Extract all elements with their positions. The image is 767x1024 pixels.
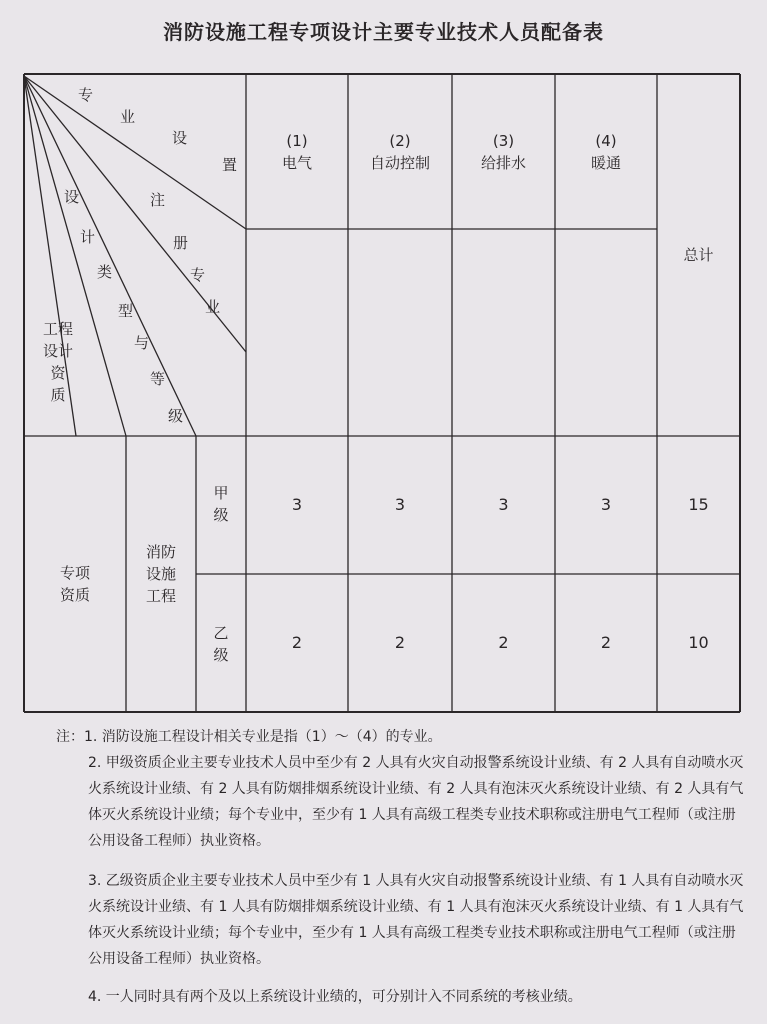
table-cell: 3	[498, 495, 509, 514]
note-item: 4. 一人同时具有两个及以上系统设计业绩的，可分别计入不同系统的考核业绩。	[88, 989, 582, 1005]
corner-label: 注	[150, 191, 166, 209]
corner-label: 册	[173, 234, 189, 252]
column-number: (3)	[492, 132, 515, 150]
table-cell: 2	[291, 633, 303, 652]
qualification-category	[126, 541, 196, 607]
table-cell: 2	[600, 633, 612, 652]
notes-prefix: 注：	[56, 729, 84, 745]
corner-label: 设	[172, 129, 188, 147]
total-header: 总计	[683, 246, 714, 264]
table-cell: 3	[291, 495, 303, 514]
note-item: 3. 乙级资质企业主要专业技术人员中至少有 1 人具有火灾自动报警系统设计业绩、有 1 人具有自动喷水灭火系统设计业绩、有 1 人具有防烟排烟系统设计业绩、有 1 人具有泡沫灭火系统设计业绩、有 1 人具有气体灭火系统设计业绩；每个专业中，至少有 1 人具有高级工程类专业技术职称或注册电气工程师（或注册公用设备工程师）执业资格。	[88, 873, 744, 967]
grade-label-a	[196, 482, 246, 526]
column-header-water	[452, 130, 555, 174]
corner-label: 级	[168, 407, 184, 425]
column-name: 电气	[281, 154, 312, 172]
grade-label-b	[196, 622, 246, 666]
corner-label: 类	[97, 263, 113, 281]
qualification-type	[24, 562, 126, 606]
note-item: 1. 消防设施工程设计相关专业是指（1）～（4）的专业。	[84, 729, 442, 745]
table-cell: 2	[394, 633, 406, 652]
corner-label: 与	[134, 334, 150, 352]
corner-label: 计	[80, 228, 96, 246]
corner-label: 等	[150, 370, 166, 388]
corner-label: 业	[120, 108, 136, 126]
corner-label: 业	[205, 298, 221, 316]
corner-label: 设	[64, 188, 80, 206]
column-number: (2)	[389, 132, 411, 150]
column-number: (1)	[286, 132, 308, 150]
qualification-category-text: 消防设施工程	[145, 543, 176, 605]
qualification-line: 质	[50, 386, 66, 404]
table-cell: 3	[394, 495, 406, 514]
qualification-line: 工程	[42, 320, 73, 338]
column-header-electrical	[246, 130, 348, 174]
column-header-hvac	[555, 130, 657, 174]
column-number: (4)	[595, 132, 617, 150]
table-cell-total: 15	[688, 495, 709, 514]
qualification-label	[36, 318, 80, 406]
table-cell: 2	[498, 633, 509, 652]
note-item: 2. 甲级资质企业主要专业技术人员中至少有 2 人具有火灾自动报警系统设计业绩、有 2 人具有自动喷水灭火系统设计业绩、有 2 人具有防烟排烟系统设计业绩、有 2 人具有泡沫灭火系统设计业绩、有 2 人具有气体灭火系统设计业绩；每个专业中，至少有 1 人具有高级工程类专业技术职称或注册电气工程师（或注册公用设备工程师）执业资格。	[88, 755, 744, 849]
column-name: 自动控制	[369, 154, 430, 172]
column-name: 暖通	[590, 154, 621, 172]
corner-label: 型	[118, 302, 134, 320]
corner-label: 专	[190, 266, 206, 284]
grade-text: 甲级	[213, 484, 229, 524]
qualification-type-text: 专项资质	[59, 564, 90, 604]
table-cell-total: 10	[688, 633, 709, 652]
qualification-line: 设计资	[42, 342, 73, 382]
table-cell: 3	[600, 495, 612, 514]
corner-label: 专	[78, 86, 94, 104]
column-header-auto-control	[348, 130, 452, 174]
table-title: 消防设施工程专项设计主要专业技术人员配备表	[163, 20, 604, 44]
column-name: 给排水	[480, 154, 526, 172]
corner-label: 置	[222, 156, 238, 174]
grade-text: 乙级	[213, 624, 229, 664]
